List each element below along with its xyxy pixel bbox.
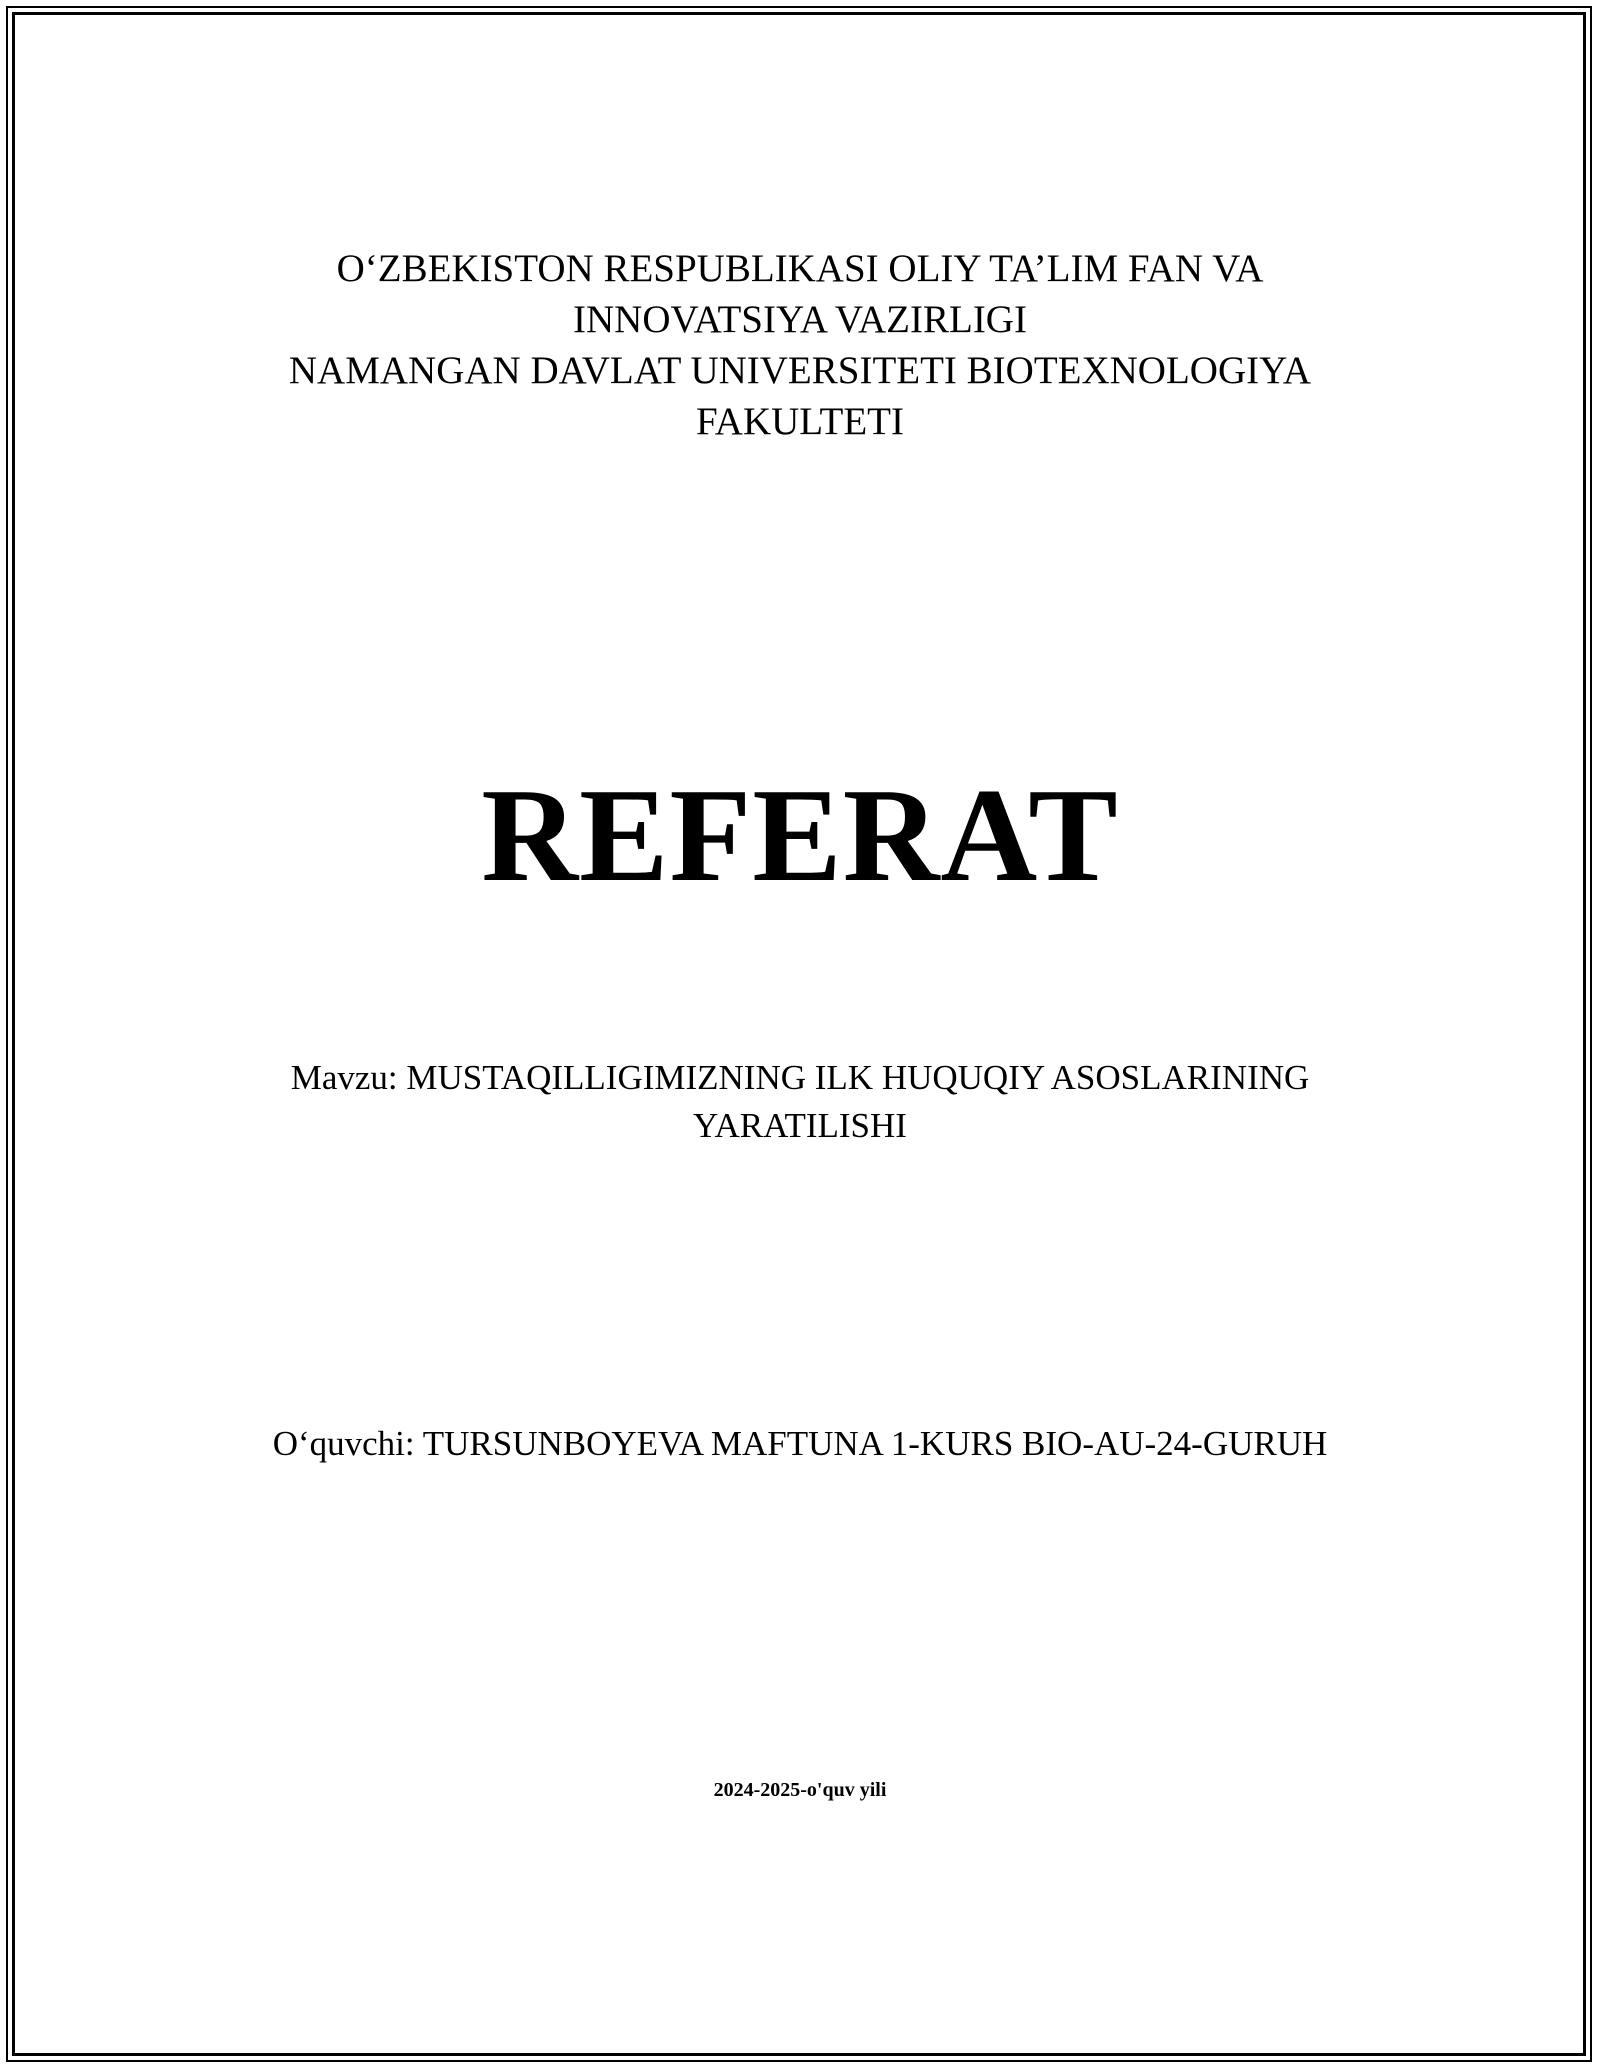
- topic-line-2: YARATILISHI: [693, 1106, 907, 1145]
- academic-year: 2024-2025-o'quv yili: [713, 1779, 887, 1801]
- ministry-header: [0, 243, 1600, 447]
- header-line-4: FAKULTETI: [696, 400, 904, 443]
- header-line-2: INNOVATSIYA VAZIRLIGI: [573, 298, 1027, 341]
- topic: [0, 1054, 1600, 1150]
- topic-line-1: Mavzu: MUSTAQILLIGIMIZNING ILK HUQUQIY ASOSLARINING: [290, 1058, 1310, 1097]
- header-line-3: NAMANGAN DAVLAT UNIVERSITETI BIOTEXNOLOGIYA: [288, 349, 1312, 392]
- student-info: O‘quvchi: TURSUNBOYEVA MAFTUNA 1-KURS BIO-AU-24-GURUH: [272, 1424, 1328, 1463]
- document-title: REFERAT: [481, 761, 1119, 909]
- header-line-1: O‘ZBEKISTON RESPUBLIKASI OLIY TA’LIM FAN VA: [336, 247, 1264, 290]
